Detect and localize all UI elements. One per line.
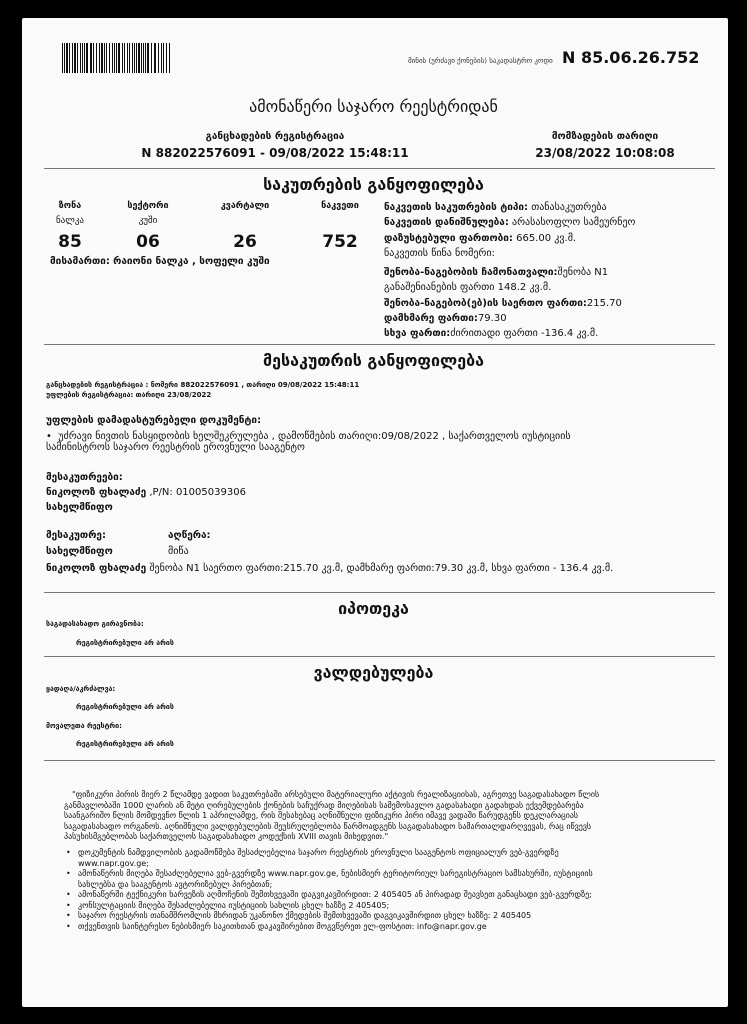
parcel-head: ნაკვეთი bbox=[321, 201, 359, 211]
barcode-bar bbox=[116, 43, 117, 73]
application-value: N 882022576091 - 09/08/2022 15:48:11 bbox=[141, 146, 409, 160]
type-label: ნაკვეთის საკუთრების ტიპი: bbox=[384, 202, 529, 213]
owner-reg-line1: განცხადების რეგისტრაცია : ნომერი 882022576091 , თარიღი 09/08/2022 15:48:11 bbox=[46, 381, 360, 389]
zone-name: ნალკა bbox=[55, 216, 84, 226]
barcode-bar bbox=[169, 43, 170, 73]
debtors-label: მოვალეთა რეესტრი: bbox=[46, 722, 122, 730]
owner-state: სახელმწიფო bbox=[46, 502, 113, 513]
doc-line2: სამინისტროს საჯარო რეესტრის ეროვნული სააგენტო bbox=[46, 442, 305, 453]
barcode-bar bbox=[69, 43, 70, 73]
owner-row bbox=[46, 487, 246, 498]
preparation-value: 23/08/2022 10:08:08 bbox=[535, 146, 675, 160]
desc-col-building: შენობა N1 საერთო ფართი:215.70 კვ.მ, დამხმარე ფართი:79.30 კვ.მ, სხვა ფართი - 136.4 კვ.მ. bbox=[146, 563, 614, 574]
notice-line: საანგარიშო წლის მომდევნო წლის 1 აპრილამდე, რის შესახებაც აღნიშნული ფიზიკური პირი იმავე ვადაში წარუდგენს დეკლარაციას bbox=[64, 811, 579, 820]
bullet-line: • კონსულტაციის მიღება შესაძლებელია იუსტიციის სახლის ცხელ ხაზზე 2 405405; bbox=[78, 900, 390, 910]
desc-col-label: აღწერა: bbox=[168, 530, 211, 541]
barcode-bar bbox=[158, 43, 159, 73]
barcode-bar bbox=[151, 43, 152, 73]
barcode-bar bbox=[109, 43, 110, 73]
barcode-bar bbox=[136, 43, 137, 73]
divider-2 bbox=[44, 344, 715, 345]
property-section-title: საკუთრების განყოფილება bbox=[263, 175, 484, 194]
area-value: 665.00 კვ.მ. bbox=[512, 232, 577, 244]
barcode-bar bbox=[82, 43, 83, 73]
zone-code: 85 bbox=[58, 232, 82, 252]
barcode-bar bbox=[118, 43, 120, 73]
notice-line: "ფიზიკური პირის მიერ 2 წლამდე ვადით საკუთრებაში არსებული მატერიალური აქტივის რეალიზაციისას, აგრეთვე საგადასახადო წლის bbox=[72, 790, 600, 799]
preparation-label: მომზადების თარიღი bbox=[551, 131, 659, 142]
notice-line: პასუხისმგებლობას საქართველოს საგადასახადო კოდექსის XVIII თავის მიხედვით." bbox=[64, 832, 389, 841]
barcode-bar bbox=[101, 43, 103, 73]
barcode-bar bbox=[141, 43, 142, 73]
bullet-line: • თქვენთვის საინტერესო ნებისმიერ საკითხთან დაკავშირებით მოგვწერეთ ელ-ფოსტით: info@napr.gov.ge bbox=[78, 921, 487, 931]
divider-3 bbox=[44, 592, 715, 593]
divider-4 bbox=[44, 656, 715, 657]
owner-col-name: ნიკოლოზ ფხალაძე bbox=[46, 563, 147, 574]
barcode-bar bbox=[64, 43, 65, 73]
footer-bullet bbox=[64, 869, 714, 890]
bullet-line: • ამონაწერის მიღება შესაძლებელია ვებ-გვერდზე www.napr.gov.ge, ნებისმიერ ტერიტორიულ სარეგისტრაციო სამსახურში, იუსტიციის bbox=[78, 869, 593, 878]
barcode-bar bbox=[112, 43, 113, 73]
total-area-value: 215.70 bbox=[586, 297, 622, 309]
barcode-bar bbox=[96, 43, 97, 73]
rights-docs-label: უფლების დამადასტურებელი დოკუმენტი: bbox=[46, 415, 262, 426]
footer-bullets bbox=[64, 848, 714, 932]
barcode-bar bbox=[124, 43, 125, 73]
notice-line: საგადასახადო ორგანოს. აღნიშნული ვალდებულების შეუსრულებლობა წარმოადგენს საგადასახადო სამართალდარღვევას, რაც იწვევს bbox=[64, 821, 592, 831]
footer-bullet bbox=[64, 901, 714, 912]
rights-doc-item: • უძრავი ნივთის ნასყიდობის ხელშეკრულება , დამოწმების თარიღი:09/08/2022 , საქართველოს იუსტიციის სამინისტროს საჯარო რეესტრის ეროვნული სააგენტო bbox=[46, 431, 571, 453]
bullet-line: www.napr.gov.ge; bbox=[78, 858, 149, 868]
barcode-bar bbox=[161, 43, 162, 73]
barcode-bar bbox=[104, 43, 105, 73]
footer-bullet bbox=[64, 922, 714, 933]
built-area: განაშენიანების ფართი 148.2 კვ.მ. bbox=[384, 282, 552, 294]
mortgage-value: რეგისტრირებული არ არის bbox=[76, 639, 174, 647]
divider-5 bbox=[44, 760, 715, 761]
parcel-details bbox=[384, 200, 714, 342]
footer-bullet bbox=[64, 911, 714, 922]
document-title: ამონაწერი საჯარო რეესტრიდან bbox=[249, 97, 498, 116]
sector-name: კუში bbox=[138, 216, 158, 226]
owner-section-title: მესაკუთრის განყოფილება bbox=[263, 351, 484, 370]
barcode-bar bbox=[147, 43, 149, 73]
barcode-bar bbox=[132, 43, 133, 73]
barcode-bar bbox=[106, 43, 107, 73]
barcode-bar bbox=[90, 43, 92, 73]
barcode-bar bbox=[166, 43, 167, 73]
barcode-bar bbox=[99, 43, 100, 73]
barcode-bar bbox=[145, 43, 146, 73]
block-code: 26 bbox=[233, 232, 257, 252]
buildings-value: შენობა N1 bbox=[557, 267, 609, 279]
owner-building-row bbox=[46, 563, 613, 574]
barcode-bar bbox=[74, 43, 76, 73]
footer-bullet bbox=[64, 890, 714, 901]
barcode-bar bbox=[86, 43, 88, 73]
cadastral-code: N 85.06.26.752 bbox=[562, 48, 700, 67]
barcode-bar bbox=[72, 43, 73, 73]
owner-reg-line2: უფლების რეგისტრაცია: თარიღი 23/08/2022 bbox=[46, 391, 212, 399]
block-head: კვარტალი bbox=[220, 201, 270, 211]
barcode-bar bbox=[127, 43, 128, 73]
barcode-bar bbox=[62, 43, 63, 73]
footer-bullet bbox=[64, 848, 714, 869]
aux-area-value: 79.30 bbox=[477, 313, 507, 325]
bullet-line: • საჯარო რეესტრის თანამშრომლის მხრიდან უკანონო ქმედების შემთხვევაში დაგვიკავშირდით ცხელ ხაზზე: 2 405405 bbox=[78, 911, 532, 920]
owner-col-label: მესაკუთრე: bbox=[46, 530, 106, 541]
other-area-value: ძირითადი ფართი -136.4 კვ.მ. bbox=[450, 328, 599, 340]
owner-name: ნიკოლოზ ფხალაძე bbox=[46, 487, 147, 498]
desc-col-state: მიწა bbox=[168, 546, 189, 557]
owners-label: მესაკუთრეები: bbox=[46, 472, 123, 483]
seizure-value: რეგისტრირებული არ არის bbox=[76, 703, 174, 711]
barcode-bar bbox=[143, 43, 144, 73]
purpose-value: არასასოფლო სამეურნეო bbox=[508, 217, 636, 229]
debtors-value: რეგისტრირებული არ არის bbox=[76, 740, 174, 748]
total-area-label: შენობა-ნაგებობ(ებ)ის საერთო ფართი: bbox=[384, 297, 587, 309]
owner-pn: ,P/N: 01005039306 bbox=[146, 487, 246, 498]
buildings-label: შენობა-ნაგებობის ჩამონათვალი: bbox=[384, 267, 558, 279]
bullet-line: • დოკუმენტის ნამდვილობის გადამოწმება შესაძლებელია საჯარო რეესტრის ეროვნული სააგენტოს ოფიციალურ ვებ-გვერდზე bbox=[78, 848, 559, 857]
barcode-bar bbox=[129, 43, 130, 73]
sector-head: სექტორი bbox=[127, 201, 169, 211]
notice-line: განმავლობაში 1000 ლარის ან მეტი ღირებულების ქონების საჩუქრად მიღებისას სამემოსავლო გადასახადი გადახდას ექვემდებარება bbox=[64, 800, 584, 810]
owner-col-state: სახელმწიფო bbox=[46, 546, 113, 557]
prev-number-label: ნაკვეთის წინა ნომერი: bbox=[384, 247, 495, 259]
application-label: განცხადების რეგისტრაცია bbox=[205, 131, 345, 142]
divider-1 bbox=[44, 168, 715, 169]
barcode-bar bbox=[84, 43, 85, 73]
address-row bbox=[50, 256, 270, 267]
seizure-label: ყადაღა/აკრძალვა: bbox=[46, 685, 116, 693]
tax-notice bbox=[64, 790, 704, 843]
bullet-line: • ამონაწერში ტექნიკური ხარვეზის აღმოჩენის შემთხვევაში დაგვიკავშირდით: 2 405405 ან პირადად შეავსეთ განაცხადი ვებ-გვერდზე; bbox=[78, 890, 592, 899]
barcode-bar bbox=[66, 43, 68, 73]
barcode-bar bbox=[138, 43, 140, 73]
barcode-bar bbox=[114, 43, 115, 73]
zone-head: ზონა bbox=[58, 201, 82, 211]
aux-area-label: დამხმარე ფართი: bbox=[384, 313, 478, 325]
cadastral-code-label: მინის (ურძავი ქონების) საკადასტრო კოდი bbox=[408, 57, 553, 65]
obligation-title: ვალდებულება bbox=[313, 663, 434, 682]
barcode-bar bbox=[80, 43, 81, 73]
address-label: მისამართი: bbox=[50, 256, 110, 267]
type-value: თანასაკუთრება bbox=[528, 202, 607, 213]
doc-line1: უძრავი ნივთის ნასყიდობის ხელშეკრულება , დამოწმების თარიღი:09/08/2022 , საქართველოს იუსტიციის bbox=[58, 431, 571, 442]
barcode-bar bbox=[134, 43, 135, 73]
barcode-bar bbox=[77, 43, 78, 73]
area-label: დაზუსტებული ფართობი: bbox=[384, 232, 513, 244]
barcode-bar bbox=[122, 43, 123, 73]
barcode-bar bbox=[93, 43, 94, 73]
parcel-code: 752 bbox=[322, 232, 358, 252]
barcode-bar bbox=[154, 43, 156, 73]
sector-code: 06 bbox=[136, 232, 160, 252]
bullet-line: სახლებსა და სააგენტოს ავტორიზებულ პირებთან; bbox=[78, 879, 273, 889]
other-area-label: სხვა ფართი: bbox=[384, 328, 451, 340]
purpose-label: ნაკვეთის დანიშნულება: bbox=[384, 217, 509, 229]
mortgage-label: საგადასახადო გირავნობა: bbox=[46, 620, 144, 628]
barcode-bar bbox=[163, 43, 164, 73]
address-value: რაიონი ნალკა , სოფელი კუში bbox=[113, 256, 270, 267]
mortgage-title: იპოთეკა bbox=[338, 599, 409, 618]
barcode-image bbox=[62, 43, 172, 73]
